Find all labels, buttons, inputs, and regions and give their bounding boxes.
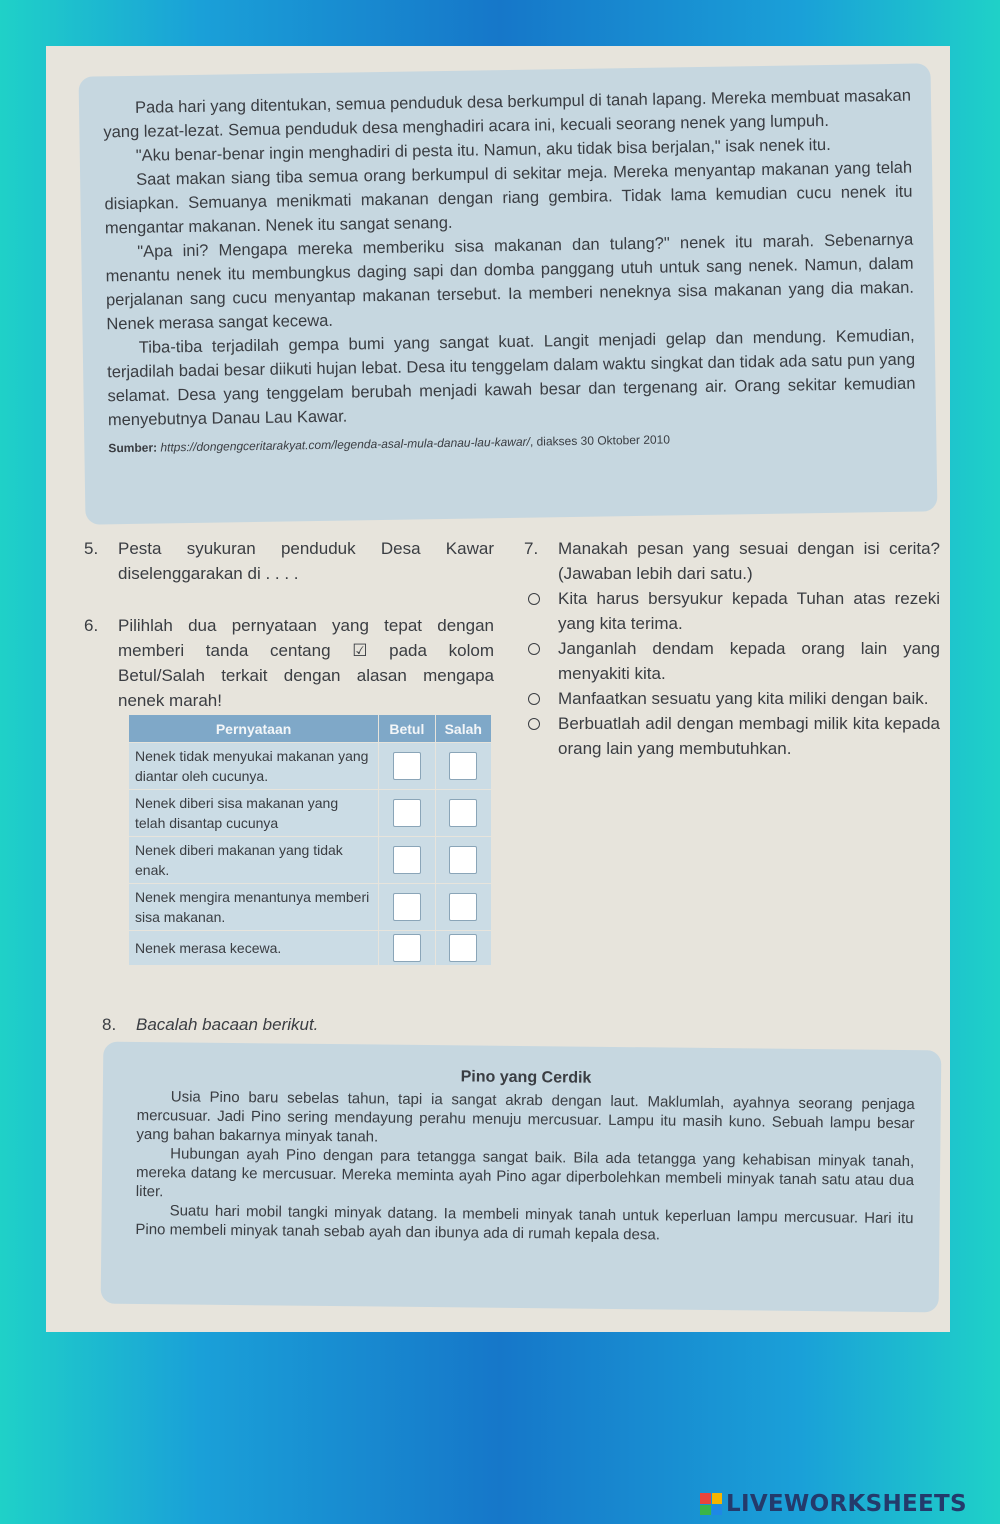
question-number: 8.: [102, 1015, 117, 1034]
radio-circle-icon[interactable]: [528, 693, 540, 705]
betul-cell: [379, 837, 435, 884]
header-salah: Salah: [435, 715, 491, 743]
question-text: Bacalah bacaan berikut.: [136, 1015, 319, 1034]
radio-circle-icon[interactable]: [528, 718, 540, 730]
salah-checkbox[interactable]: [449, 934, 477, 962]
liveworksheets-logo-icon: [700, 1493, 722, 1515]
question-number: 6.: [84, 616, 99, 635]
passage-paragraph: Pada hari yang ditentukan, semua penduduk desa berkumpul di tanah lapang. Mereka membuat masakan yang lezat-lezat. Semua penduduk desa menghadiri acara ini, kecuali seorang nenek yang lumpuh.: [103, 86, 912, 142]
salah-checkbox[interactable]: [449, 752, 477, 780]
betul-checkbox[interactable]: [393, 846, 421, 874]
question-7: [524, 536, 940, 761]
salah-checkbox[interactable]: [449, 893, 477, 921]
option-label: Janganlah dendam kepada orang lain yang menyakiti kita.: [558, 639, 940, 683]
answer-option[interactable]: [524, 711, 940, 761]
answer-option[interactable]: [524, 636, 940, 686]
source-label: Sumber:: [108, 440, 158, 456]
answer-option[interactable]: [524, 686, 940, 711]
header-pernyataan: Pernyataan: [129, 715, 379, 743]
statement-cell: Nenek diberi makanan yang tidak enak.: [129, 837, 379, 884]
passage-paragraph: Usia Pino baru sebelas tahun, tapi ia sangat akrab dengan laut. Maklumlah, ayahnya seorang penjaga mercusuar. Jadi Pino sering mendayung perahu menuju mercusuar. Lampu itu masih kuno. Sebuah lampu besar yang bahan bakarnya minyak tanah.: [136, 1088, 915, 1146]
passage-title: Pino yang Cerdik: [460, 1068, 592, 1087]
statement-cell: Nenek mengira menantunya memberi sisa makanan.: [129, 884, 379, 931]
reading-passage-box: [79, 63, 938, 524]
passage-paragraph: Saat makan siang tiba semua orang berkumpul di sekitar meja. Mereka menyantap makanan yang telah disiapkan. Semuanya menikmati makanan dengan riang gembira. Tidak lama kemudian cucu nenek itu mengantar makanan. Nenek itu sangat senang.: [104, 158, 913, 238]
statement-cell: Nenek merasa kecewa.: [129, 931, 379, 966]
table-row: [129, 743, 492, 790]
radio-circle-icon[interactable]: [528, 593, 540, 605]
logo-square: [712, 1505, 723, 1516]
salah-cell: [435, 884, 491, 931]
liveworksheets-logo: [700, 1490, 967, 1518]
logo-square: [700, 1493, 711, 1504]
betul-cell: [379, 790, 435, 837]
betul-checkbox[interactable]: [393, 893, 421, 921]
salah-cell: [435, 790, 491, 837]
worksheet-page: [46, 46, 950, 1332]
logo-text: LIVEWORKSHEETS: [726, 1491, 967, 1517]
second-passage-box: [101, 1042, 942, 1313]
statement-cell: Nenek tidak menyukai makanan yang diantar oleh cucunya.: [129, 743, 379, 790]
passage-paragraph: "Aku benar-benar ingin menghadiri di pesta itu. Namun, aku tidak bisa berjalan," isak nenek itu.: [135, 135, 831, 165]
option-label: Berbuatlah adil dengan membagi milik kita kepada orang lain yang membutuhkan.: [558, 714, 940, 758]
radio-circle-icon[interactable]: [528, 643, 540, 655]
logo-square: [700, 1505, 711, 1516]
passage-paragraph: Hubungan ayah Pino dengan para tetangga sangat baik. Bila ada tetangga yang kehabisan minyak tanah, mereka datang ke mercusuar. Mereka meminta ayah Pino agar diperbolehkan membeli minyak tanah satu atau dua liter.: [135, 1145, 915, 1201]
question-number: 7.: [524, 539, 539, 558]
statement-table: [128, 714, 492, 966]
table-row: [129, 884, 492, 931]
betul-checkbox[interactable]: [393, 934, 421, 962]
betul-checkbox[interactable]: [393, 799, 421, 827]
answer-option[interactable]: [524, 586, 940, 636]
question-number: 5.: [84, 539, 99, 558]
logo-square: [712, 1493, 723, 1504]
statement-cell: Nenek diberi sisa makanan yang telah disantap cucunya: [129, 790, 379, 837]
question-text: Manakah pesan yang sesuai dengan isi cerita? (Jawaban lebih dari satu.): [558, 539, 940, 583]
question-6: [84, 613, 494, 713]
source-accessed: , diakses 30 Oktober 2010: [529, 432, 671, 449]
salah-cell: [435, 743, 491, 790]
salah-cell: [435, 931, 491, 966]
header-betul: Betul: [379, 715, 435, 743]
option-label: Kita harus bersyukur kepada Tuhan atas rezeki yang kita terima.: [558, 589, 940, 633]
salah-checkbox[interactable]: [449, 846, 477, 874]
salah-cell: [435, 837, 491, 884]
salah-checkbox[interactable]: [449, 799, 477, 827]
betul-cell: [379, 884, 435, 931]
table-header-row: [129, 715, 492, 743]
question-text: Pilihlah dua pernyataan yang tepat dengan memberi tanda centang ☑ pada kolom Betul/Salah terkait dengan alasan mengapa nenek marah!: [118, 616, 494, 710]
betul-cell: [379, 743, 435, 790]
question-8: [102, 1012, 502, 1037]
betul-cell: [379, 931, 435, 966]
passage-paragraph: "Apa ini? Mengapa mereka memberiku sisa makanan dan tulang?" nenek itu marah. Sebenarnya menantu nenek itu membungkus daging sapi dan domba panggang utuh untuk sang nenek. Namun, dalam perjalanan sang cucu menyantap makanan tersebut. Ia memberi neneknya sisa makanan yang dia makan. Nenek merasa sangat kecewa.: [105, 230, 915, 334]
passage-paragraph: Suatu hari mobil tangki minyak datang. Ia membeli minyak tanah untuk keperluan lampu mercusuar. Hari itu Pino membeli minyak tanah sebab ayah dan ibunya ada di rumah kepala desa.: [135, 1202, 914, 1244]
betul-checkbox[interactable]: [393, 752, 421, 780]
table-row: [129, 790, 492, 837]
table-row: [129, 837, 492, 884]
table-row: [129, 931, 492, 966]
option-label: Manfaatkan sesuatu yang kita miliki dengan baik.: [558, 689, 929, 708]
question-5: [84, 536, 494, 586]
question-text: Pesta syukuran penduduk Desa Kawar diselenggarakan di . . . .: [118, 539, 494, 583]
source-url: https://dongengceritarakyat.com/legenda-asal-mula-danau-lau-kawar/: [160, 434, 531, 455]
passage-paragraph: Tiba-tiba terjadilah gempa bumi yang sangat kuat. Langit menjadi gelap dan mendung. Kemudian, terjadilah badai besar diikuti hujan lebat. Desa itu tenggelam dalam waktu singkat dan tidak ada satu pun yang selamat. Desa yang tenggelam berubah menjadi kawah besar dan tergenang air. Orang sekitar kemudian menyebutnya Danau Lau Kawar.: [107, 326, 916, 430]
